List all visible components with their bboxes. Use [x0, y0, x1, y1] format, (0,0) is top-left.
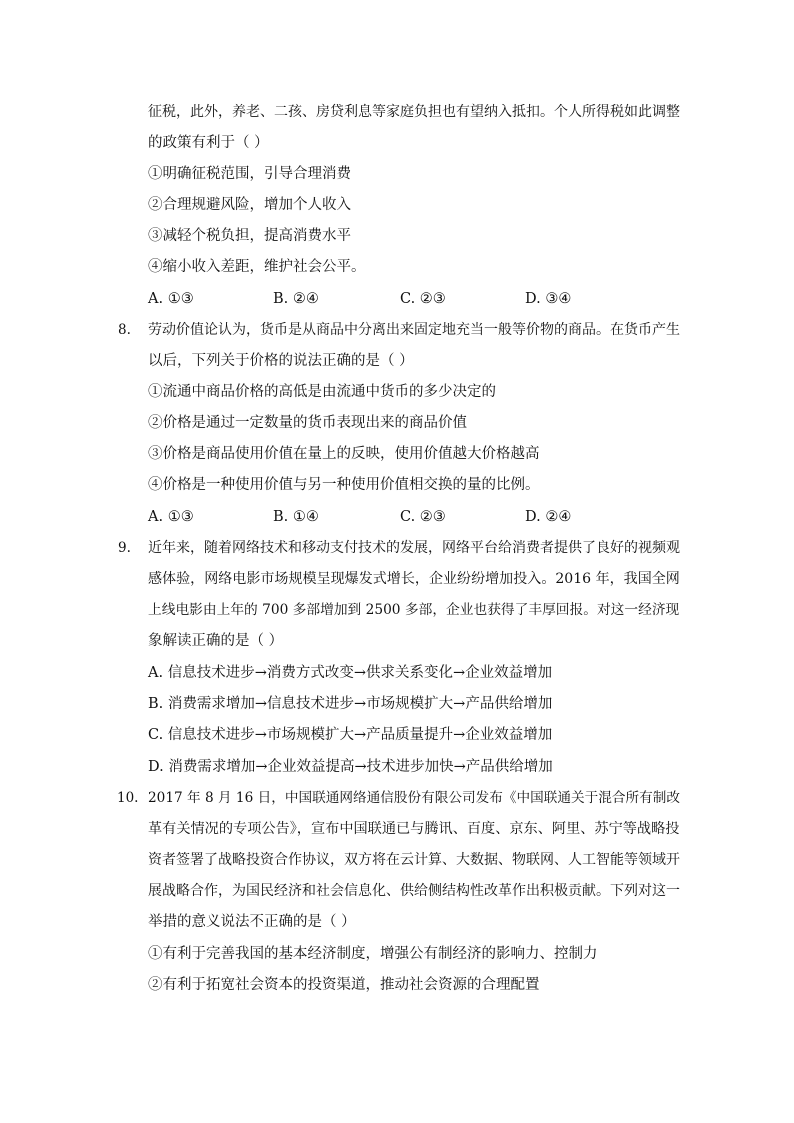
q10-item-2: ②有利于拓宽社会资本的投资渠道，推动社会资源的合理配置: [148, 977, 540, 993]
q8-stem-line-2: 以后，下列关于价格的说法正确的是（ ）: [148, 353, 414, 369]
q10-stem-line-4: 展战略合作，为国民经济和社会信息化、供给侧结构性改革作出积极贡献。下列对这一: [148, 883, 680, 899]
q7-option-d[interactable]: D. ③④: [525, 291, 572, 307]
q9-option-d[interactable]: D. 消费需求增加→企业效益提高→技术进步加快→产品供给增加: [148, 759, 553, 775]
q7-item-2: ②合理规避风险，增加个人收入: [148, 197, 351, 213]
q8-number: 8.: [118, 322, 131, 338]
q10-stem-line-1: 2017 年 8 月 16 日，中国联通网络通信股份有限公司发布《中国联通关于混合所有制改: [148, 790, 680, 806]
q7-option-c[interactable]: C. ②③: [400, 291, 446, 307]
q8-item-2: ②价格是通过一定数量的货币表现出来的商品价值: [148, 415, 467, 431]
q8-option-a[interactable]: A. ①③: [148, 509, 194, 525]
q9-stem-line-3: 上线电影由上年的 700 多部增加到 2500 多部，企业也获得了丰厚回报。对这一经济现: [148, 602, 680, 618]
q10-stem-line-5: 举措的意义说法不正确的是（ ）: [148, 914, 356, 930]
q9-stem-line-2: 感体验，网络电影市场规模呈现爆发式增长，企业纷纷增加投入。2016 年，我国全网: [148, 571, 680, 587]
q7-option-b[interactable]: B. ②④: [273, 291, 319, 307]
q9-number: 9.: [118, 540, 131, 556]
q7-option-a[interactable]: A. ①③: [148, 291, 194, 307]
q8-option-c[interactable]: C. ②③: [400, 509, 446, 525]
q7-stem-line-1: 征税，此外，养老、二孩、房贷利息等家庭负担也有望纳入抵扣。个人所得税如此调整: [148, 104, 680, 120]
q9-option-b[interactable]: B. 消费需求增加→信息技术进步→市场规模扩大→产品供给增加: [148, 696, 553, 712]
q7-item-4: ④缩小收入差距，维护社会公平。: [148, 259, 366, 275]
q10-stem-line-2: 革有关情况的专项公告》，宣布中国联通已与腾讯、百度、京东、阿里、苏宁等战略投: [148, 821, 680, 837]
q8-option-d[interactable]: D. ②④: [525, 509, 572, 525]
q10-number: 10.: [117, 790, 139, 806]
q8-item-3: ③价格是商品使用价值在量上的反映，使用价值越大价格越高: [148, 446, 540, 462]
q7-item-1: ①明确征税范围，引导合理消费: [148, 166, 351, 182]
q8-stem-line-1: 劳动价值论认为，货币是从商品中分离出来固定地充当一般等价物的商品。在货币产生: [148, 322, 680, 338]
q7-stem-line-2: 的政策有利于（ ）: [148, 135, 269, 151]
q8-option-b[interactable]: B. ①④: [273, 509, 319, 525]
q10-item-1: ①有利于完善我国的基本经济制度，增强公有制经济的影响力、控制力: [148, 946, 598, 962]
q7-item-3: ③减轻个税负担，提高消费水平: [148, 228, 351, 244]
q9-stem-line-1: 近年来，随着网络技术和移动支付技术的发展，网络平台给消费者提供了良好的视频观: [148, 540, 680, 556]
q10-stem-line-3: 资者签署了战略投资合作协议，双方将在云计算、大数据、物联网、人工智能等领域开: [148, 852, 680, 868]
q9-option-c[interactable]: C. 信息技术进步→市场规模扩大→产品质量提升→企业效益增加: [148, 727, 553, 743]
q9-option-a[interactable]: A. 信息技术进步→消费方式改变→供求关系变化→企业效益增加: [148, 665, 553, 681]
q8-item-4: ④价格是一种使用价值与另一种使用价值相交换的量的比例。: [148, 477, 540, 493]
q9-stem-line-4: 象解读正确的是（ ）: [148, 633, 284, 649]
q8-item-1: ①流通中商品价格的高低是由流通中货币的多少决定的: [148, 384, 496, 400]
